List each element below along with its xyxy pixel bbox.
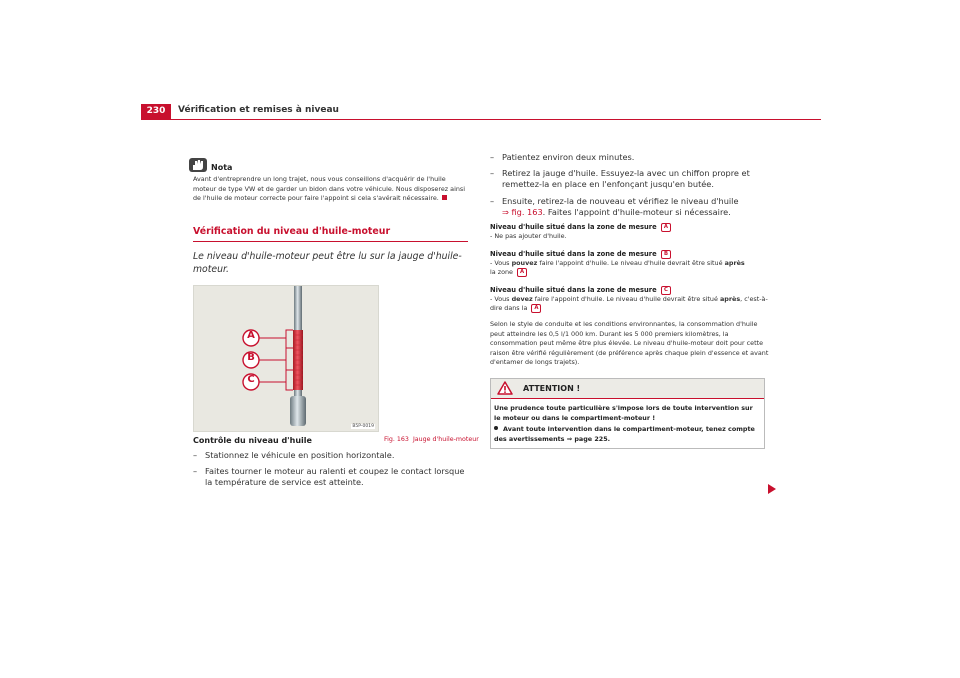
- list-item: – Faites tourner le moteur au ralenti et coupez le contact lorsque la température de service est atteinte.: [193, 466, 468, 488]
- emphasis: pouvez: [511, 258, 538, 267]
- label-a: A: [247, 329, 255, 341]
- page-header-title: Vérification et remises à niveau: [178, 105, 339, 115]
- caption-prefix: Fig. 163: [384, 436, 409, 443]
- level-head-text: Niveau d'huile situé dans la zone de mesure: [490, 223, 657, 232]
- figure-code: B5P-0019: [352, 423, 374, 429]
- badge-a: A: [661, 223, 671, 232]
- bullet-icon: [494, 426, 498, 430]
- text: , c'est-à-dire dans la: [490, 294, 768, 313]
- list-item: – Patientez environ deux minutes.: [490, 152, 770, 163]
- badge-ref-a: A: [517, 268, 527, 277]
- dipstick-figure: [193, 285, 379, 432]
- warning-box: [490, 378, 765, 449]
- note-body: Avant d'entreprendre un long trajet, nous vous conseillons d'acquérir de l'huile moteur de type VW et de garder un bidon dans votre véhicule. Nous disposerez ainsi de l'huile de moteur correcte pour faire l'appoint si cela s'avérait nécessaire.: [193, 175, 466, 203]
- text: faire l'appoint d'huile. Le niveau d'huile devrait être situé: [539, 258, 723, 267]
- page-225-link[interactable]: ⇒ page 225.: [566, 434, 611, 443]
- text: - Vous: [490, 294, 510, 303]
- emphasis: après: [719, 294, 741, 303]
- caption-text: Jauge d'huile-moteur: [412, 436, 479, 443]
- level-a-heading: [490, 223, 770, 232]
- emphasis: après: [724, 258, 745, 267]
- text: la zone: [490, 268, 513, 277]
- emphasis: devez: [511, 294, 533, 303]
- note-text: [193, 175, 468, 204]
- label-b: B: [247, 351, 255, 363]
- procedure-steps: [490, 152, 770, 218]
- note-title: Nota: [211, 163, 233, 172]
- end-marker-icon: [442, 195, 447, 200]
- text: - Vous: [490, 258, 510, 267]
- warning-header: [491, 379, 764, 399]
- section-title: Vérification du niveau d'huile-moteur: [193, 226, 468, 242]
- warning-title: ATTENTION !: [523, 383, 581, 393]
- header-rule: [141, 119, 821, 120]
- check-heading: Contrôle du niveau d'huile: [193, 435, 312, 445]
- warning-body: [491, 399, 764, 448]
- warning-line-2-text: Avant toute intervention dans le compartiment-moteur, tenez compte des avertissements: [494, 425, 755, 443]
- level-c-heading: [490, 286, 770, 295]
- levels-block: [490, 223, 770, 314]
- list-item: [490, 196, 770, 218]
- continue-arrow-icon: [767, 483, 777, 495]
- level-c-body: [490, 295, 770, 314]
- label-c: C: [247, 373, 255, 385]
- level-head-text: Niveau d'huile situé dans la zone de mesure: [490, 285, 657, 294]
- note-hand-icon: [189, 158, 207, 172]
- level-b-heading: [490, 250, 770, 259]
- step3-text-after: . Faites l'appoint d'huile-moteur si nécessaire.: [542, 206, 731, 217]
- fig-163-link[interactable]: ⇒ fig. 163: [502, 206, 543, 217]
- page-number: 230: [141, 104, 171, 119]
- step3-text: Ensuite, retirez-la de nouveau et vérifiez le niveau d'huile: [502, 195, 739, 206]
- badge-b: B: [661, 250, 671, 259]
- list-item: – Retirez la jauge d'huile. Essuyez-la avec un chiffon propre et remettez-la en place en l'enfonçant jusqu'en butée.: [490, 168, 770, 190]
- consumption-paragraph: Selon le style de conduite et les conditions environnantes, la consommation d'huile peut atteindre les 0,5 l/1 000 km. Durant les 5 000 premiers kilomètres, la consommation peut même être plus élevée. Le niveau d'huile-moteur doit pour cette raison être vérifié régulièrement (de préférence après chaque plein d'essence et avant d'entamer de longs trajets).: [490, 319, 769, 367]
- warning-triangle-icon: [497, 381, 513, 395]
- level-head-text: Niveau d'huile situé dans la zone de mesure: [490, 249, 657, 258]
- text: faire l'appoint d'huile. Le niveau d'huile devrait être situé: [534, 294, 718, 303]
- figure-caption: [384, 436, 479, 444]
- list-item: – Stationnez le véhicule en position horizontale.: [193, 450, 468, 461]
- badge-c: C: [661, 286, 671, 295]
- right-column: [490, 152, 770, 449]
- badge-ref-a: A: [531, 304, 541, 313]
- check-steps: [193, 450, 468, 489]
- dipstick-illustration: [194, 286, 380, 433]
- warning-line-2: [494, 425, 761, 444]
- note-header: [189, 158, 468, 172]
- warning-line-1: Une prudence toute particulière s'impose lors de toute intervention sur le moteur ou dans le compartiment-moteur !: [494, 403, 753, 422]
- section-lead: Le niveau d'huile-moteur peut être lu sur la jauge d'huile-moteur.: [193, 250, 462, 275]
- level-a-body: - Ne pas ajouter d'huile.: [490, 232, 567, 241]
- level-b-body: [490, 259, 770, 278]
